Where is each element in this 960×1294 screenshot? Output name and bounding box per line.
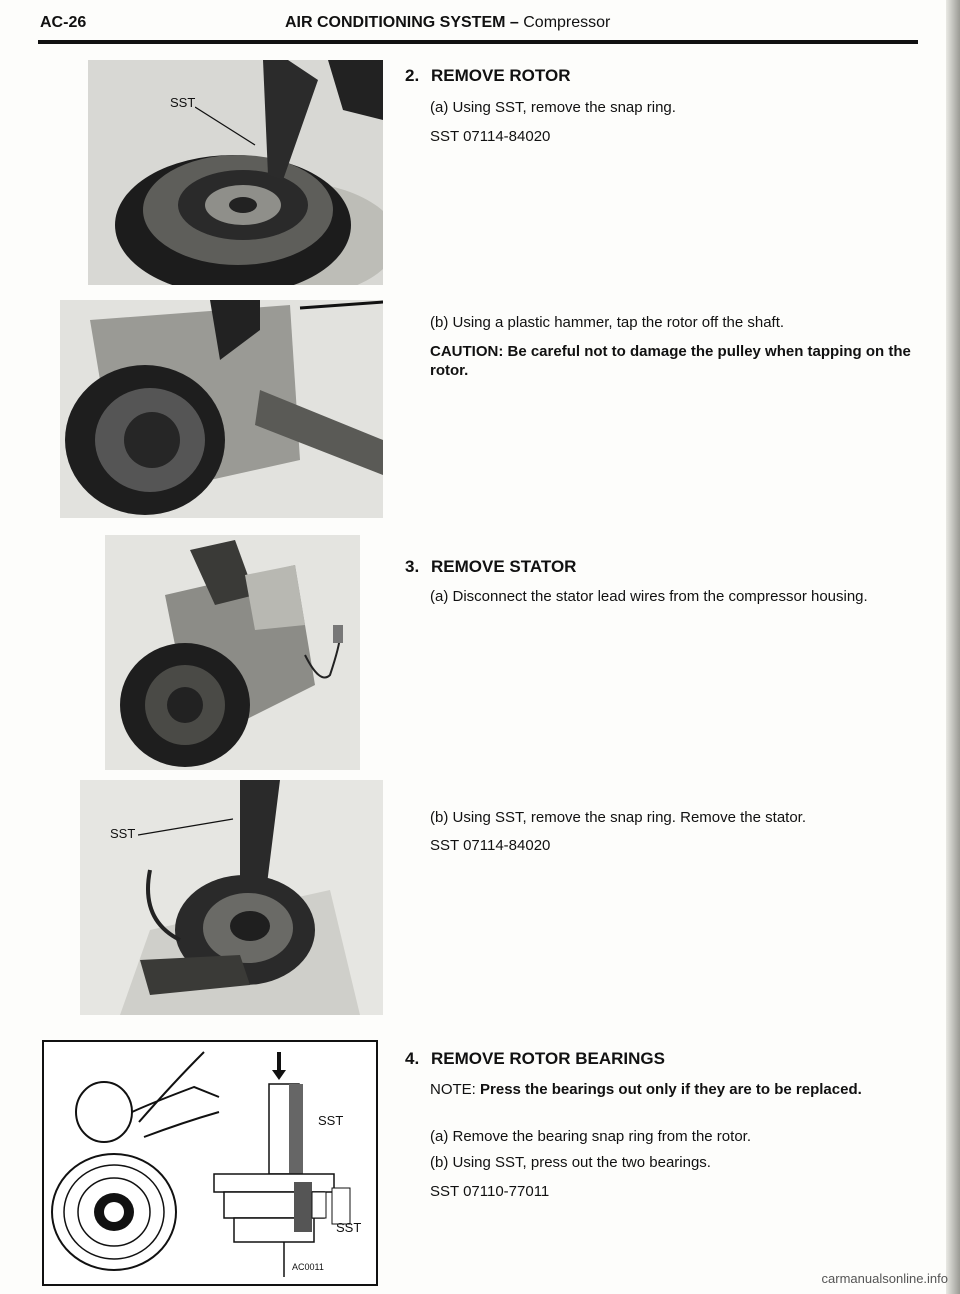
step-3b-sst: SST 07114-84020 xyxy=(430,837,551,854)
step-3a-text: (a) Disconnect the stator lead wires from the compressor housing. xyxy=(430,588,868,605)
photo-disconnect-lead-wires-graphic xyxy=(105,535,360,770)
diagram-press-out-bearings xyxy=(42,1040,378,1286)
photo-remove-snap-ring-graphic xyxy=(88,60,383,285)
section-title-main: AIR CONDITIONING SYSTEM – xyxy=(285,14,519,31)
step-2-caution xyxy=(430,342,925,380)
fig4-sst-label: SST xyxy=(110,826,136,841)
section-title xyxy=(285,14,610,32)
fig1-sst-leader xyxy=(195,105,265,150)
step-2a-sst: SST 07114-84020 xyxy=(430,128,551,145)
photo-tap-rotor xyxy=(60,300,383,518)
footer-watermark: carmanualsonline.info xyxy=(821,1271,948,1286)
step-2-number: 2. xyxy=(405,66,420,85)
step-4-heading: REMOVE ROTOR BEARINGS xyxy=(431,1049,665,1068)
step-4a-text: (a) Remove the bearing snap ring from the rotor. xyxy=(430,1128,751,1145)
note-label: NOTE: xyxy=(430,1081,476,1098)
step-4b-sst: SST 07110-77011 xyxy=(430,1183,550,1200)
step-3-title xyxy=(405,557,576,577)
fig5-sst-top-label: SST xyxy=(318,1113,344,1128)
photo-disconnect-lead-wires xyxy=(105,535,360,770)
fig4-sst-leader xyxy=(138,815,238,850)
fig5-sst-bottom-label: SST xyxy=(336,1220,362,1235)
step-2b-text: (b) Using a plastic hammer, tap the rotor off the shaft. xyxy=(430,314,785,331)
step-2-heading: REMOVE ROTOR xyxy=(431,66,571,85)
note-text: Press the bearings out only if they are to be replaced. xyxy=(480,1081,862,1098)
step-4-title xyxy=(405,1049,665,1069)
step-4-note xyxy=(430,1080,925,1099)
photo-tap-rotor-graphic xyxy=(60,300,383,518)
step-2-title xyxy=(405,66,570,86)
step-3-number: 3. xyxy=(405,557,420,576)
photo-remove-snap-ring xyxy=(88,60,383,285)
step-3-heading: REMOVE STATOR xyxy=(431,557,577,576)
diagram-press-out-bearings-graphic xyxy=(44,1042,376,1284)
page-code: AC-26 xyxy=(40,14,87,31)
header-rule xyxy=(38,40,918,44)
step-3b-text: (b) Using SST, remove the snap ring. Remove the stator. xyxy=(430,809,807,826)
caution-text: Be careful not to damage the pulley when tapping on the rotor. xyxy=(430,343,911,379)
page-edge-shadow xyxy=(946,0,960,1294)
step-4b-text: (b) Using SST, press out the two bearings. xyxy=(430,1154,711,1171)
fig5-code: AC0011 xyxy=(292,1262,324,1272)
caution-label: CAUTION: xyxy=(430,343,504,360)
step-4-number: 4. xyxy=(405,1049,420,1068)
section-title-sub: Compressor xyxy=(523,14,611,31)
step-2a-text: (a) Using SST, remove the snap ring. xyxy=(430,99,676,116)
fig1-sst-label: SST xyxy=(170,95,196,110)
